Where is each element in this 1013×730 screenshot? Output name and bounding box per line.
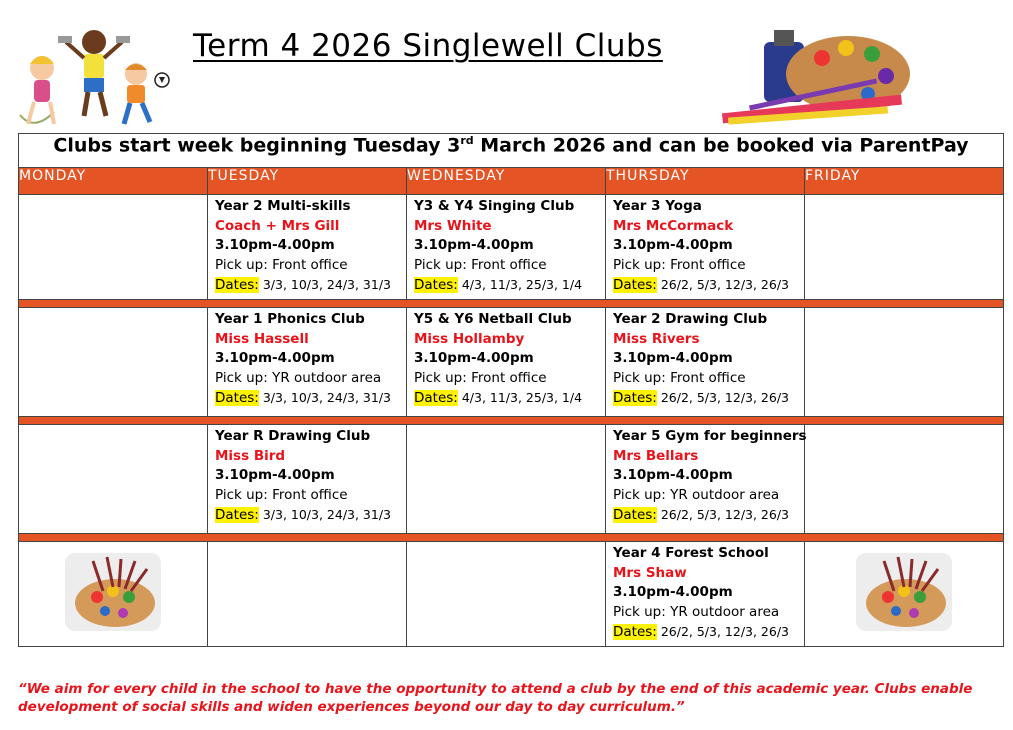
club-cell xyxy=(606,195,805,300)
empty-cell xyxy=(805,425,1004,534)
banner-row xyxy=(19,134,1004,168)
club-pickup: Pick up: Front office xyxy=(414,256,547,273)
club-cell xyxy=(606,542,805,647)
dates-label: Dates: xyxy=(613,624,657,641)
day-header-row xyxy=(19,168,1004,195)
row-separator xyxy=(19,300,1004,308)
club-name: Year 2 Multi-skills xyxy=(215,198,351,214)
club-cell xyxy=(208,195,407,300)
club-time: 3.10pm-4.00pm xyxy=(613,584,733,601)
club-lead: Mrs Bellars xyxy=(613,447,699,464)
club-time: 3.10pm-4.00pm xyxy=(613,237,733,254)
club-name: Year 4 Forest School xyxy=(613,545,769,561)
club-cell xyxy=(606,308,805,417)
club-dates xyxy=(215,388,400,409)
dates-label: Dates: xyxy=(613,507,657,524)
row-separator xyxy=(19,417,1004,425)
dates-label: Dates: xyxy=(215,390,259,407)
club-time: 3.10pm-4.00pm xyxy=(613,467,733,484)
club-row xyxy=(19,195,1004,300)
paint-palette-icon xyxy=(63,551,163,633)
club-cell xyxy=(208,308,407,417)
club-name: Y5 & Y6 Netball Club xyxy=(414,311,572,327)
page-title: Term 4 2026 Singlewell Clubs xyxy=(193,28,663,64)
empty-cell xyxy=(19,308,208,417)
club-pickup: Pick up: Front office xyxy=(613,369,746,386)
clubs-schedule-table xyxy=(18,133,1004,647)
dates-value: 26/2, 5/3, 12/3, 26/3 xyxy=(656,507,790,523)
palette-cell xyxy=(805,542,1004,647)
dates-value: 4/3, 11/3, 25/3, 1/4 xyxy=(457,277,583,293)
dates-value: 26/2, 5/3, 12/3, 26/3 xyxy=(656,277,790,293)
club-dates xyxy=(215,275,400,296)
day-header-monday: MONDAY xyxy=(19,168,208,195)
club-dates xyxy=(613,505,798,526)
day-header-thursday: THURSDAY xyxy=(606,168,805,195)
club-lead: Coach + Mrs Gill xyxy=(215,217,340,234)
empty-cell xyxy=(407,542,606,647)
empty-cell xyxy=(208,542,407,647)
club-name: Year 5 Gym for beginners xyxy=(613,428,807,444)
day-header-tuesday: TUESDAY xyxy=(208,168,407,195)
club-time: 3.10pm-4.00pm xyxy=(215,350,335,367)
club-name: Year R Drawing Club xyxy=(215,428,371,444)
dates-value: 26/2, 5/3, 12/3, 26/3 xyxy=(656,390,790,406)
empty-cell xyxy=(19,195,208,300)
club-pickup: Pick up: Front office xyxy=(613,256,746,273)
empty-cell xyxy=(19,425,208,534)
empty-cell xyxy=(805,308,1004,417)
club-pickup: Pick up: YR outdoor area xyxy=(613,486,780,503)
row-separator xyxy=(19,534,1004,542)
club-cell xyxy=(407,308,606,417)
club-name: Y3 & Y4 Singing Club xyxy=(414,198,575,214)
children-playing-illustration xyxy=(14,20,174,132)
palette-cell xyxy=(19,542,208,647)
club-lead: Miss Hollamby xyxy=(414,330,525,347)
club-name: Year 1 Phonics Club xyxy=(215,311,365,327)
club-time: 3.10pm-4.00pm xyxy=(414,237,534,254)
club-pickup: Pick up: Front office xyxy=(215,486,348,503)
club-time: 3.10pm-4.00pm xyxy=(414,350,534,367)
club-time: 3.10pm-4.00pm xyxy=(215,237,335,254)
club-cell xyxy=(407,195,606,300)
club-lead: Miss Hassell xyxy=(215,330,309,347)
dates-value: 3/3, 10/3, 24/3, 31/3 xyxy=(258,507,392,523)
club-pickup: Pick up: Front office xyxy=(215,256,348,273)
dates-value: 4/3, 11/3, 25/3, 1/4 xyxy=(457,390,583,406)
club-cell xyxy=(208,425,407,534)
club-pickup: Pick up: YR outdoor area xyxy=(613,603,780,620)
school-quote: “We aim for every child in the school to have the opportunity to attend a club by the end of this academic year. Clubs enable development of social skills and widen experiences beyond our day to day curriculum.” xyxy=(18,681,973,715)
empty-cell xyxy=(805,195,1004,300)
club-dates xyxy=(414,388,599,409)
dates-label: Dates: xyxy=(215,507,259,524)
club-lead: Mrs Shaw xyxy=(613,564,687,581)
club-lead: Mrs White xyxy=(414,217,492,234)
club-cell xyxy=(606,425,805,534)
dates-value: 26/2, 5/3, 12/3, 26/3 xyxy=(656,624,790,640)
club-dates xyxy=(414,275,599,296)
club-lead: Miss Bird xyxy=(215,447,286,464)
club-pickup: Pick up: Front office xyxy=(414,369,547,386)
club-time: 3.10pm-4.00pm xyxy=(613,350,733,367)
club-row xyxy=(19,425,1004,534)
club-pickup: Pick up: YR outdoor area xyxy=(215,369,382,386)
dates-label: Dates: xyxy=(215,277,259,294)
club-dates xyxy=(613,622,798,643)
club-time: 3.10pm-4.00pm xyxy=(215,467,335,484)
paint-palette-illustration xyxy=(718,24,918,128)
club-lead: Mrs McCormack xyxy=(613,217,734,234)
day-header-wednesday: WEDNESDAY xyxy=(407,168,606,195)
dates-label: Dates: xyxy=(613,277,657,294)
club-dates xyxy=(613,388,798,409)
club-dates xyxy=(215,505,400,526)
empty-cell xyxy=(407,425,606,534)
club-lead: Miss Rivers xyxy=(613,330,700,347)
dates-label: Dates: xyxy=(613,390,657,407)
club-dates xyxy=(613,275,798,296)
dates-label: Dates: xyxy=(414,277,458,294)
club-name: Year 3 Yoga xyxy=(613,198,702,214)
club-row xyxy=(19,542,1004,647)
club-name: Year 2 Drawing Club xyxy=(613,311,768,327)
day-header-friday: FRIDAY xyxy=(805,168,1004,195)
dates-value: 3/3, 10/3, 24/3, 31/3 xyxy=(258,390,392,406)
paint-palette-icon xyxy=(854,551,954,633)
booking-banner: Clubs start week beginning Tuesday 3rd March 2026 and can be booked via ParentPay xyxy=(19,134,1004,168)
dates-value: 3/3, 10/3, 24/3, 31/3 xyxy=(258,277,392,293)
dates-label: Dates: xyxy=(414,390,458,407)
club-row xyxy=(19,308,1004,417)
